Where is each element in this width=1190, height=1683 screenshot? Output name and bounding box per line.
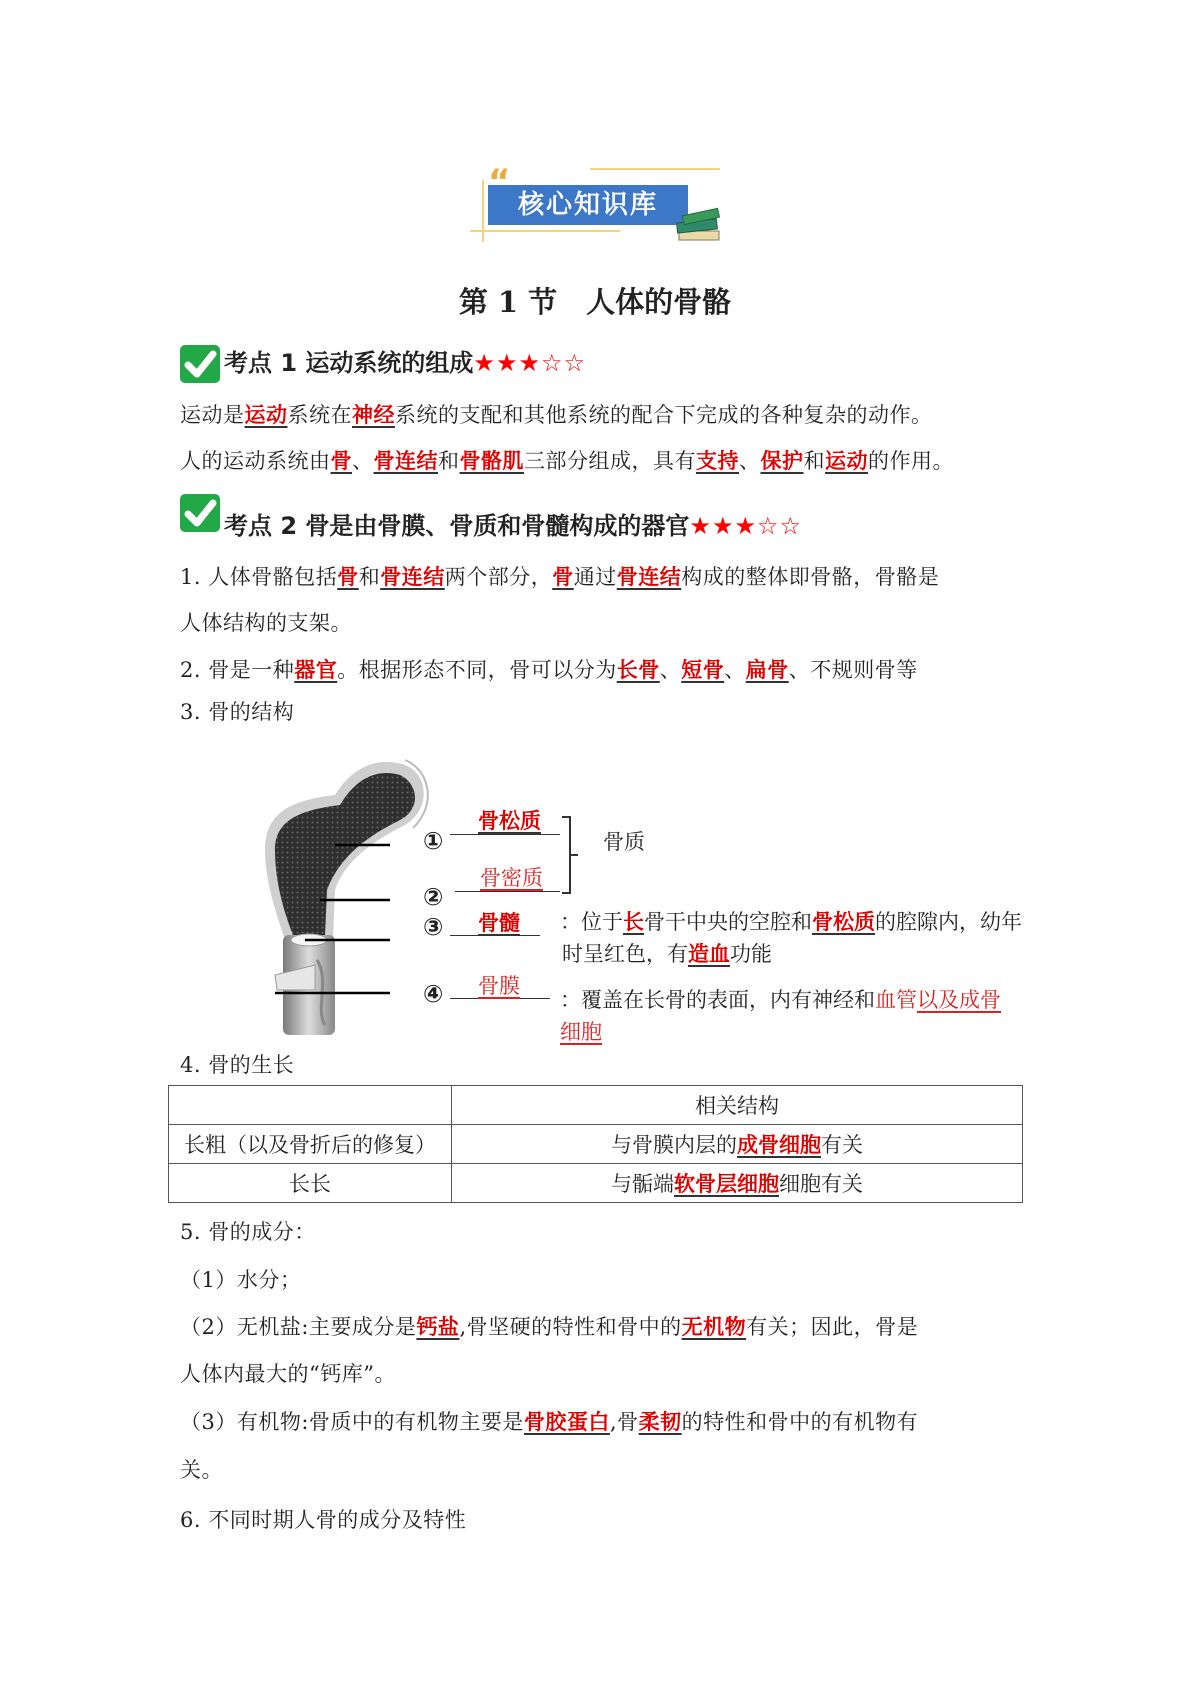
- banner-label: 核心知识库: [488, 185, 688, 225]
- item-1-line-2: 人体结构的支架。: [180, 611, 352, 635]
- books-icon: [675, 205, 725, 243]
- key-term: 神经: [352, 403, 395, 427]
- kaodian-1-title: 考点 1 运动系统的组成: [224, 349, 474, 377]
- table-header-cell: [169, 1086, 452, 1125]
- key-term: 短骨: [681, 658, 725, 682]
- text: 运动是: [180, 403, 245, 427]
- key-term: 骨骼肌: [459, 449, 524, 473]
- bracket-label: 骨质: [603, 830, 645, 854]
- banner-decor-line: [590, 168, 720, 170]
- item-2: 2. 骨是一种器官。根据形态不同，骨可以分为长骨、短骨、扁骨、不规则骨等: [180, 658, 918, 682]
- key-term: 骨连结: [373, 449, 438, 473]
- marrow-description: ：位于长骨干中央的空腔和骨松质的腔隙内，幼年 时呈红色，有造血功能: [560, 910, 1022, 966]
- answer-spongy-bone: 骨松质: [478, 809, 541, 833]
- key-term: 骨连结: [616, 565, 682, 589]
- label-number-4: ④: [423, 980, 444, 1008]
- table-header-row: [169, 1086, 1023, 1125]
- answer-compact-bone: 骨密质: [480, 866, 543, 890]
- star-rating: ★★★☆☆: [473, 349, 586, 377]
- key-term: 长骨: [616, 658, 660, 682]
- table-cell: 与骺端软骨层细胞细胞有关: [452, 1164, 1023, 1203]
- item-5: 5. 骨的成分：: [180, 1220, 316, 1244]
- label-number-2: ②: [423, 883, 444, 911]
- banner-decor-line: [470, 230, 620, 232]
- star-rating: ★★★☆☆: [689, 512, 802, 540]
- table-cell: 与骨膜内层的成骨细胞有关: [452, 1125, 1023, 1164]
- key-term: 运动: [244, 403, 288, 427]
- section-title: 第 1 节 人体的骨骼: [458, 285, 732, 319]
- item-1-line-1: 1. 人体骨骼包括骨和骨连结两个部分，骨通过骨连结构成的整体即骨骼，骨骼是: [180, 565, 940, 589]
- bone-growth-table: [168, 1085, 1023, 1203]
- key-term: 运动: [825, 449, 868, 473]
- key-term: 骨: [330, 449, 352, 473]
- answer-periosteum: 骨膜: [478, 974, 520, 998]
- kaodian-2-title: 考点 2 骨是由骨膜、骨质和骨髓构成的器官: [224, 512, 690, 540]
- item-6: 6. 不同时期人骨的成分及特性: [180, 1508, 467, 1532]
- quote-mark-icon: “: [488, 162, 511, 202]
- label-number-3: ③: [423, 913, 444, 941]
- component-inorganic: （2）无机盐:主要成分是钙盐,骨坚硬的特性和骨中的无机物有关；因此，骨是: [180, 1315, 919, 1339]
- periosteum-description: ：覆盖在长骨的表面，内有神经和血管以及成骨 细胞: [560, 988, 1001, 1044]
- bracket-icon: [560, 815, 580, 895]
- table-row: [169, 1164, 1023, 1203]
- table-header-cell: 相关结构: [452, 1086, 1023, 1125]
- knowledge-banner: [470, 160, 730, 245]
- component-inorganic-line-2: 人体内最大的“钙库”。: [180, 1362, 396, 1386]
- item-4: 4. 骨的生长: [180, 1053, 295, 1077]
- checkmark-icon: [180, 494, 220, 532]
- key-term: 骨连结: [380, 565, 445, 589]
- kaodian-2-heading: [180, 508, 802, 544]
- key-term: 扁骨: [745, 658, 789, 682]
- item-3: 3. 骨的结构: [180, 700, 295, 724]
- kaodian-1-line-1: 运动是运动系统在神经系统的支配和其他系统的配合下完成的各种复杂的动作。: [180, 403, 933, 427]
- label-number-1: ①: [423, 827, 444, 855]
- key-term: 骨: [337, 565, 359, 589]
- kaodian-1-line-2: 人的运动系统由骨、骨连结和骨骼肌三部分组成，具有支持、保护和运动的作用。: [180, 449, 954, 473]
- table-row: [169, 1125, 1023, 1164]
- key-term: 支持: [696, 449, 739, 473]
- component-organic: （3）有机物:骨质中的有机物主要是骨胶蛋白,骨柔韧的特性和骨中的有机物有: [180, 1410, 919, 1434]
- key-term: 器官: [294, 658, 338, 682]
- table-cell: 长长: [169, 1164, 452, 1203]
- checkmark-icon: [180, 345, 220, 383]
- kaodian-1-heading: [180, 345, 586, 383]
- table-cell: 长粗（以及骨折后的修复）: [169, 1125, 452, 1164]
- key-term: 骨: [552, 565, 574, 589]
- banner-decor-line: [482, 180, 484, 242]
- answer-marrow: 骨髓: [478, 911, 520, 935]
- key-term: 保护: [760, 449, 804, 473]
- component-organic-line-2: 关。: [180, 1458, 223, 1482]
- component-water: （1）水分；: [180, 1268, 302, 1292]
